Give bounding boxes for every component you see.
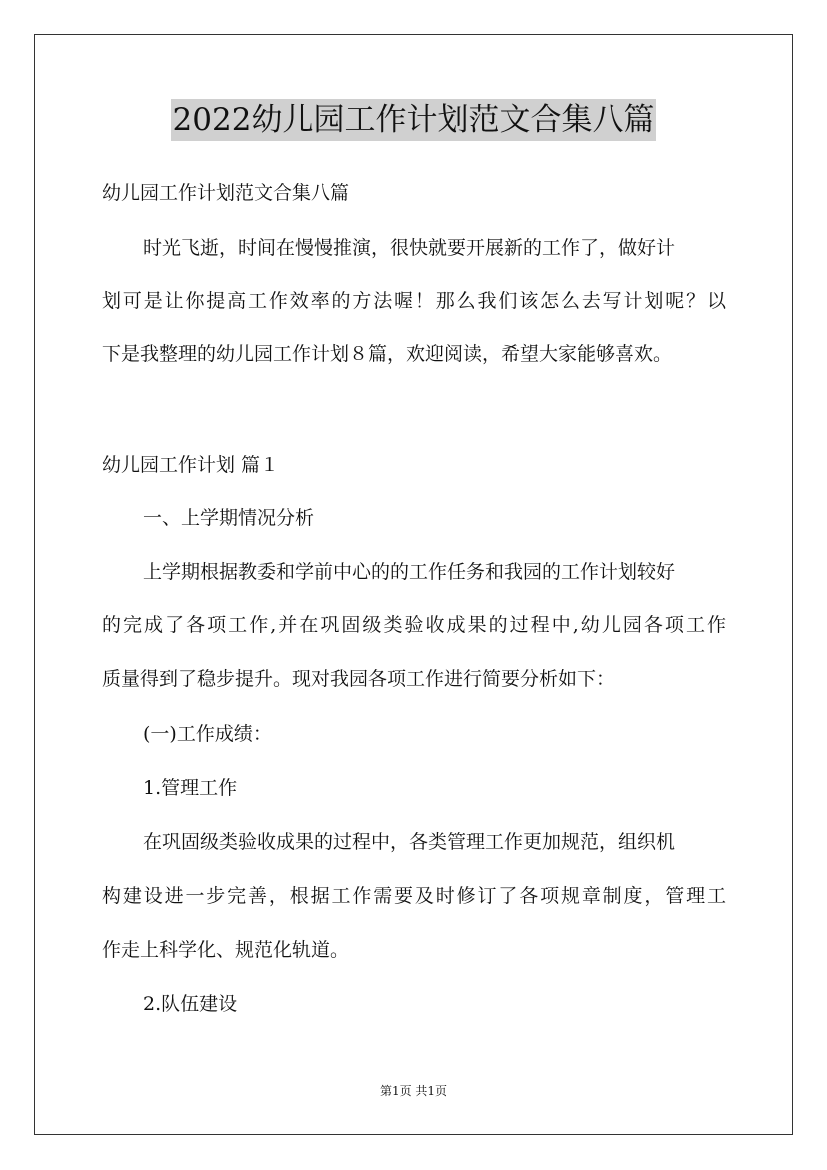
achievements-heading: (一)工作成绩： xyxy=(143,723,272,745)
para1-line-2: 的完成了各项工作,并在巩固级类验收成果的过程中,幼儿园各项工作 xyxy=(102,614,726,636)
para1-line-3: 质量得到了稳步提升。现对我园各项工作进行简要分析如下： xyxy=(102,668,616,690)
title-container xyxy=(0,99,827,141)
intro-line-2: 划可是让你提高工作效率的方法喔！那么我们该怎么去写计划呢？以 xyxy=(102,290,726,312)
document-subtitle: 幼儿园工作计划范文合集八篇 xyxy=(102,182,350,204)
item1-heading: 1.管理工作 xyxy=(143,777,238,799)
part1-heading: 一、上学期情况分析 xyxy=(143,507,315,529)
page-footer: 第1页 共1页 xyxy=(379,1084,448,1098)
item2-heading: 2.队伍建设 xyxy=(143,993,238,1015)
para2-line-1: 在巩固级类验收成果的过程中，各类管理工作更加规范，组织机 xyxy=(143,831,676,853)
para2-line-3: 作走上科学化、规范化轨道。 xyxy=(102,939,350,961)
section-heading: 幼儿园工作计划 篇１ xyxy=(102,454,280,476)
para1-line-1: 上学期根据教委和学前中心的的工作任务和我园的工作计划较好 xyxy=(143,561,676,583)
para2-line-2: 构建设进一步完善，根据工作需要及时修订了各项规章制度，管理工 xyxy=(102,885,726,907)
intro-line-3: 下是我整理的幼儿园工作计划８篇，欢迎阅读，希望大家能够喜欢。 xyxy=(102,343,673,365)
intro-line-1: 时光飞逝，时间在慢慢推演，很快就要开展新的工作了，做好计 xyxy=(143,237,676,259)
document-title: 2022幼儿园工作计划范文合集八篇 xyxy=(171,99,657,141)
